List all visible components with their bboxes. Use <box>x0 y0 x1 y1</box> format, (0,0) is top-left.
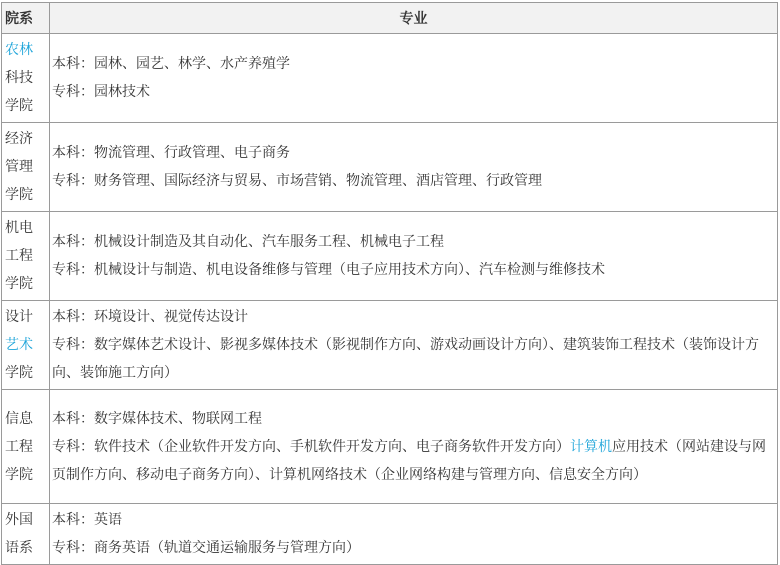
dept-cell <box>2 301 50 390</box>
table-row <box>2 212 778 301</box>
dept-name-text: 学院 <box>5 466 33 483</box>
junior-college-line <box>52 167 771 195</box>
major-text: 本科：机械设计制造及其自动化、汽车服务工程、机械电子工程 <box>52 234 444 250</box>
dept-cell <box>2 504 50 565</box>
table-row <box>2 504 778 565</box>
undergrad-line <box>52 303 771 331</box>
header-major: 专业 <box>50 3 778 34</box>
majors-cell <box>50 34 778 123</box>
major-text: 专科：商务英语（轨道交通运输服务与管理方向） <box>52 540 360 556</box>
major-text: 本科：英语 <box>52 512 122 528</box>
dept-name-text: 外国 <box>5 512 33 528</box>
junior-college-line <box>52 534 771 562</box>
junior-college-line <box>52 78 771 106</box>
dept-name-text: 管理 <box>5 159 33 175</box>
header-row <box>2 3 778 34</box>
dept-name-text: 工程 <box>5 248 33 264</box>
majors-table <box>1 2 778 565</box>
major-text: 专科：数字媒体艺术设计、影视多媒体技术（影视制作方向、游戏动画设计方向）、建筑装饰工程技术（装饰设计方向、装饰施工方向） <box>52 337 759 381</box>
dept-name-text: 经济 <box>5 131 33 147</box>
dept-name-text: 设计 <box>5 309 33 325</box>
table-row <box>2 123 778 212</box>
major-text: 本科：物流管理、行政管理、电子商务 <box>52 145 290 161</box>
header-dept: 院系 <box>2 3 50 34</box>
major-text: 应用技术（网站建设与网页制作方向、移动电子商务方向）、计算机网络技术（企业网络构建与管理方向、信息安全方向） <box>52 438 766 483</box>
major-text: 本科：园林、园艺、林学、水产养殖学 <box>52 56 290 72</box>
majors-cell <box>50 504 778 565</box>
dept-name-text: 学院 <box>5 365 33 381</box>
majors-cell <box>50 301 778 390</box>
undergrad-line <box>52 405 771 433</box>
dept-name-text: 语系 <box>5 540 33 556</box>
dept-cell <box>2 212 50 301</box>
major-text: 专科：软件技术（企业软件开发方向、手机软件开发方向、电子商务软件开发方向） <box>52 438 570 455</box>
majors-cell <box>50 212 778 301</box>
undergrad-line <box>52 50 771 78</box>
dept-name-link[interactable]: 艺术 <box>5 337 33 353</box>
dept-cell <box>2 390 50 504</box>
majors-cell <box>50 390 778 504</box>
undergrad-line <box>52 506 771 534</box>
dept-name-text: 机电 <box>5 220 33 236</box>
majors-cell <box>50 123 778 212</box>
dept-name-text: 工程 <box>5 438 33 455</box>
dept-name-text: 学院 <box>5 187 33 203</box>
dept-name-link[interactable]: 农林 <box>5 42 33 58</box>
major-text: 专科：机械设计与制造、机电设备维修与管理（电子应用技术方向）、汽车检测与维修技术 <box>52 262 605 278</box>
undergrad-line <box>52 139 771 167</box>
major-text: 本科：数字媒体技术、物联网工程 <box>52 410 262 427</box>
table-row <box>2 301 778 390</box>
major-text: 专科：园林技术 <box>52 84 150 100</box>
keyword-link[interactable]: 计算机 <box>570 438 612 455</box>
dept-cell <box>2 34 50 123</box>
dept-name-text: 信息 <box>5 410 33 427</box>
major-text: 本科：环境设计、视觉传达设计 <box>52 309 248 325</box>
undergrad-line <box>52 228 771 256</box>
dept-name-text: 科技 <box>5 70 33 86</box>
table-body <box>2 34 778 565</box>
dept-name-text: 学院 <box>5 276 33 292</box>
dept-cell <box>2 123 50 212</box>
table-row <box>2 34 778 123</box>
major-text: 专科：财务管理、国际经济与贸易、市场营销、物流管理、酒店管理、行政管理 <box>52 173 542 189</box>
junior-college-line <box>52 433 771 489</box>
table-row <box>2 390 778 504</box>
junior-college-line <box>52 331 771 387</box>
junior-college-line <box>52 256 771 284</box>
dept-name-text: 学院 <box>5 98 33 114</box>
